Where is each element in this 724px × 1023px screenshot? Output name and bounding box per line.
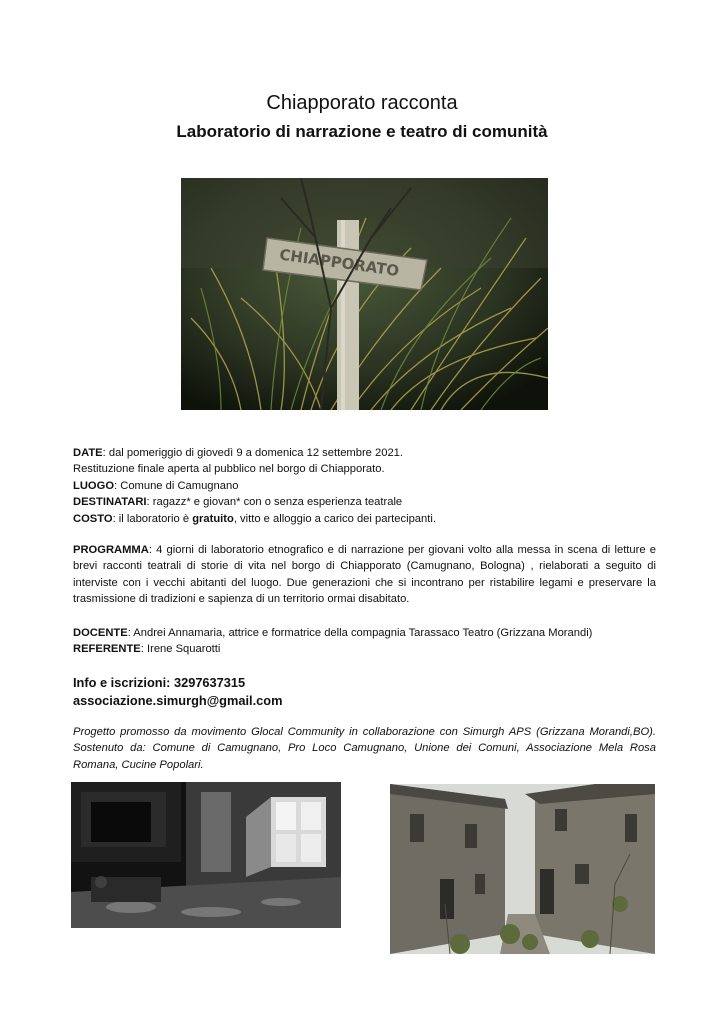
contact-label: REFERENTE (73, 643, 141, 656)
credits-paragraph: Progetto promosso da movimento Glocal Community in collaborazione con Simurgh APS (Grizzana Morandi,BO). Sostenuto da: Comune di Camugnano, Pro Loco Camugnano, Unione dei Comuni, Associazione Mela Rosa Romana, Cucine Popolari. (73, 726, 656, 771)
program-paragraph (73, 542, 656, 608)
place-text: : Comune di Camugnano (114, 479, 239, 492)
signpost-photo-icon (181, 178, 548, 410)
date-label: DATE (73, 447, 103, 459)
contact-text: : Irene Squarotti (140, 643, 221, 656)
event-details (73, 445, 656, 527)
audience-label: DESTINATARI (73, 496, 147, 509)
cost-free: gratuito (192, 512, 234, 525)
program-text: : 4 giorni di laboratorio etnografico e di narrazione per giovani volto alla messa in scena di letture e brevi racconti teatrali di storie di vita nel borgo di Chiapporato (Camugnano, Bologna) , rielaborati a seguito di interviste con i vecchi abitanti del luogo. Due generazioni che si incontrano per ristabilire legami e preservare la trasmissione di tradizioni e sapienza di un territorio ormai disabitato. (73, 544, 656, 606)
audience-line (73, 494, 656, 510)
date-text: : dal pomeriggio di giovedì 9 a domenica 12 settembre 2021. (102, 447, 404, 459)
cost-label: COSTO (73, 512, 113, 525)
info-phone: Info e iscrizioni: 3297637315 (73, 675, 246, 690)
info-email[interactable]: associazione.simurgh@gmail.com (73, 693, 283, 708)
cost-line (73, 511, 656, 527)
cost-text-after: , vitto e alloggio a carico dei partecipanti. (233, 512, 436, 525)
place-label: LUOGO (73, 479, 115, 492)
restitution-line: Restituzione finale aperta al pubblico nel borgo di Chiapporato. (73, 463, 385, 476)
info-section (73, 674, 282, 710)
date-line (73, 445, 656, 461)
page-subtitle: Laboratorio di narrazione e teatro di comunità (176, 122, 548, 141)
program-label: PROGRAMMA (73, 544, 149, 556)
bottom-right-village-photo (390, 784, 655, 954)
program-section (73, 542, 656, 608)
cost-text-before: : il laboratorio è (112, 512, 193, 525)
audience-text: : ragazz* e giovan* con o senza esperienza teatrale (146, 496, 403, 509)
sign-lettering: CHIAPPORATO (278, 245, 401, 281)
ruined-interior-photo-icon (71, 782, 341, 928)
teacher-label: DOCENTE (73, 627, 128, 639)
contact-line (73, 641, 656, 657)
teacher-line (73, 625, 656, 641)
hero-signpost-photo (181, 178, 548, 410)
teacher-text: : Andrei Annamaria, attrice e formatrice della compagnia Tarassaco Teatro (Grizzana Morandi) (127, 627, 593, 639)
people-section (73, 625, 656, 658)
place-line (73, 478, 656, 494)
bottom-left-interior-photo (71, 782, 341, 928)
page-title: Chiapporato racconta (266, 92, 458, 114)
stone-village-alley-photo-icon (390, 784, 655, 954)
